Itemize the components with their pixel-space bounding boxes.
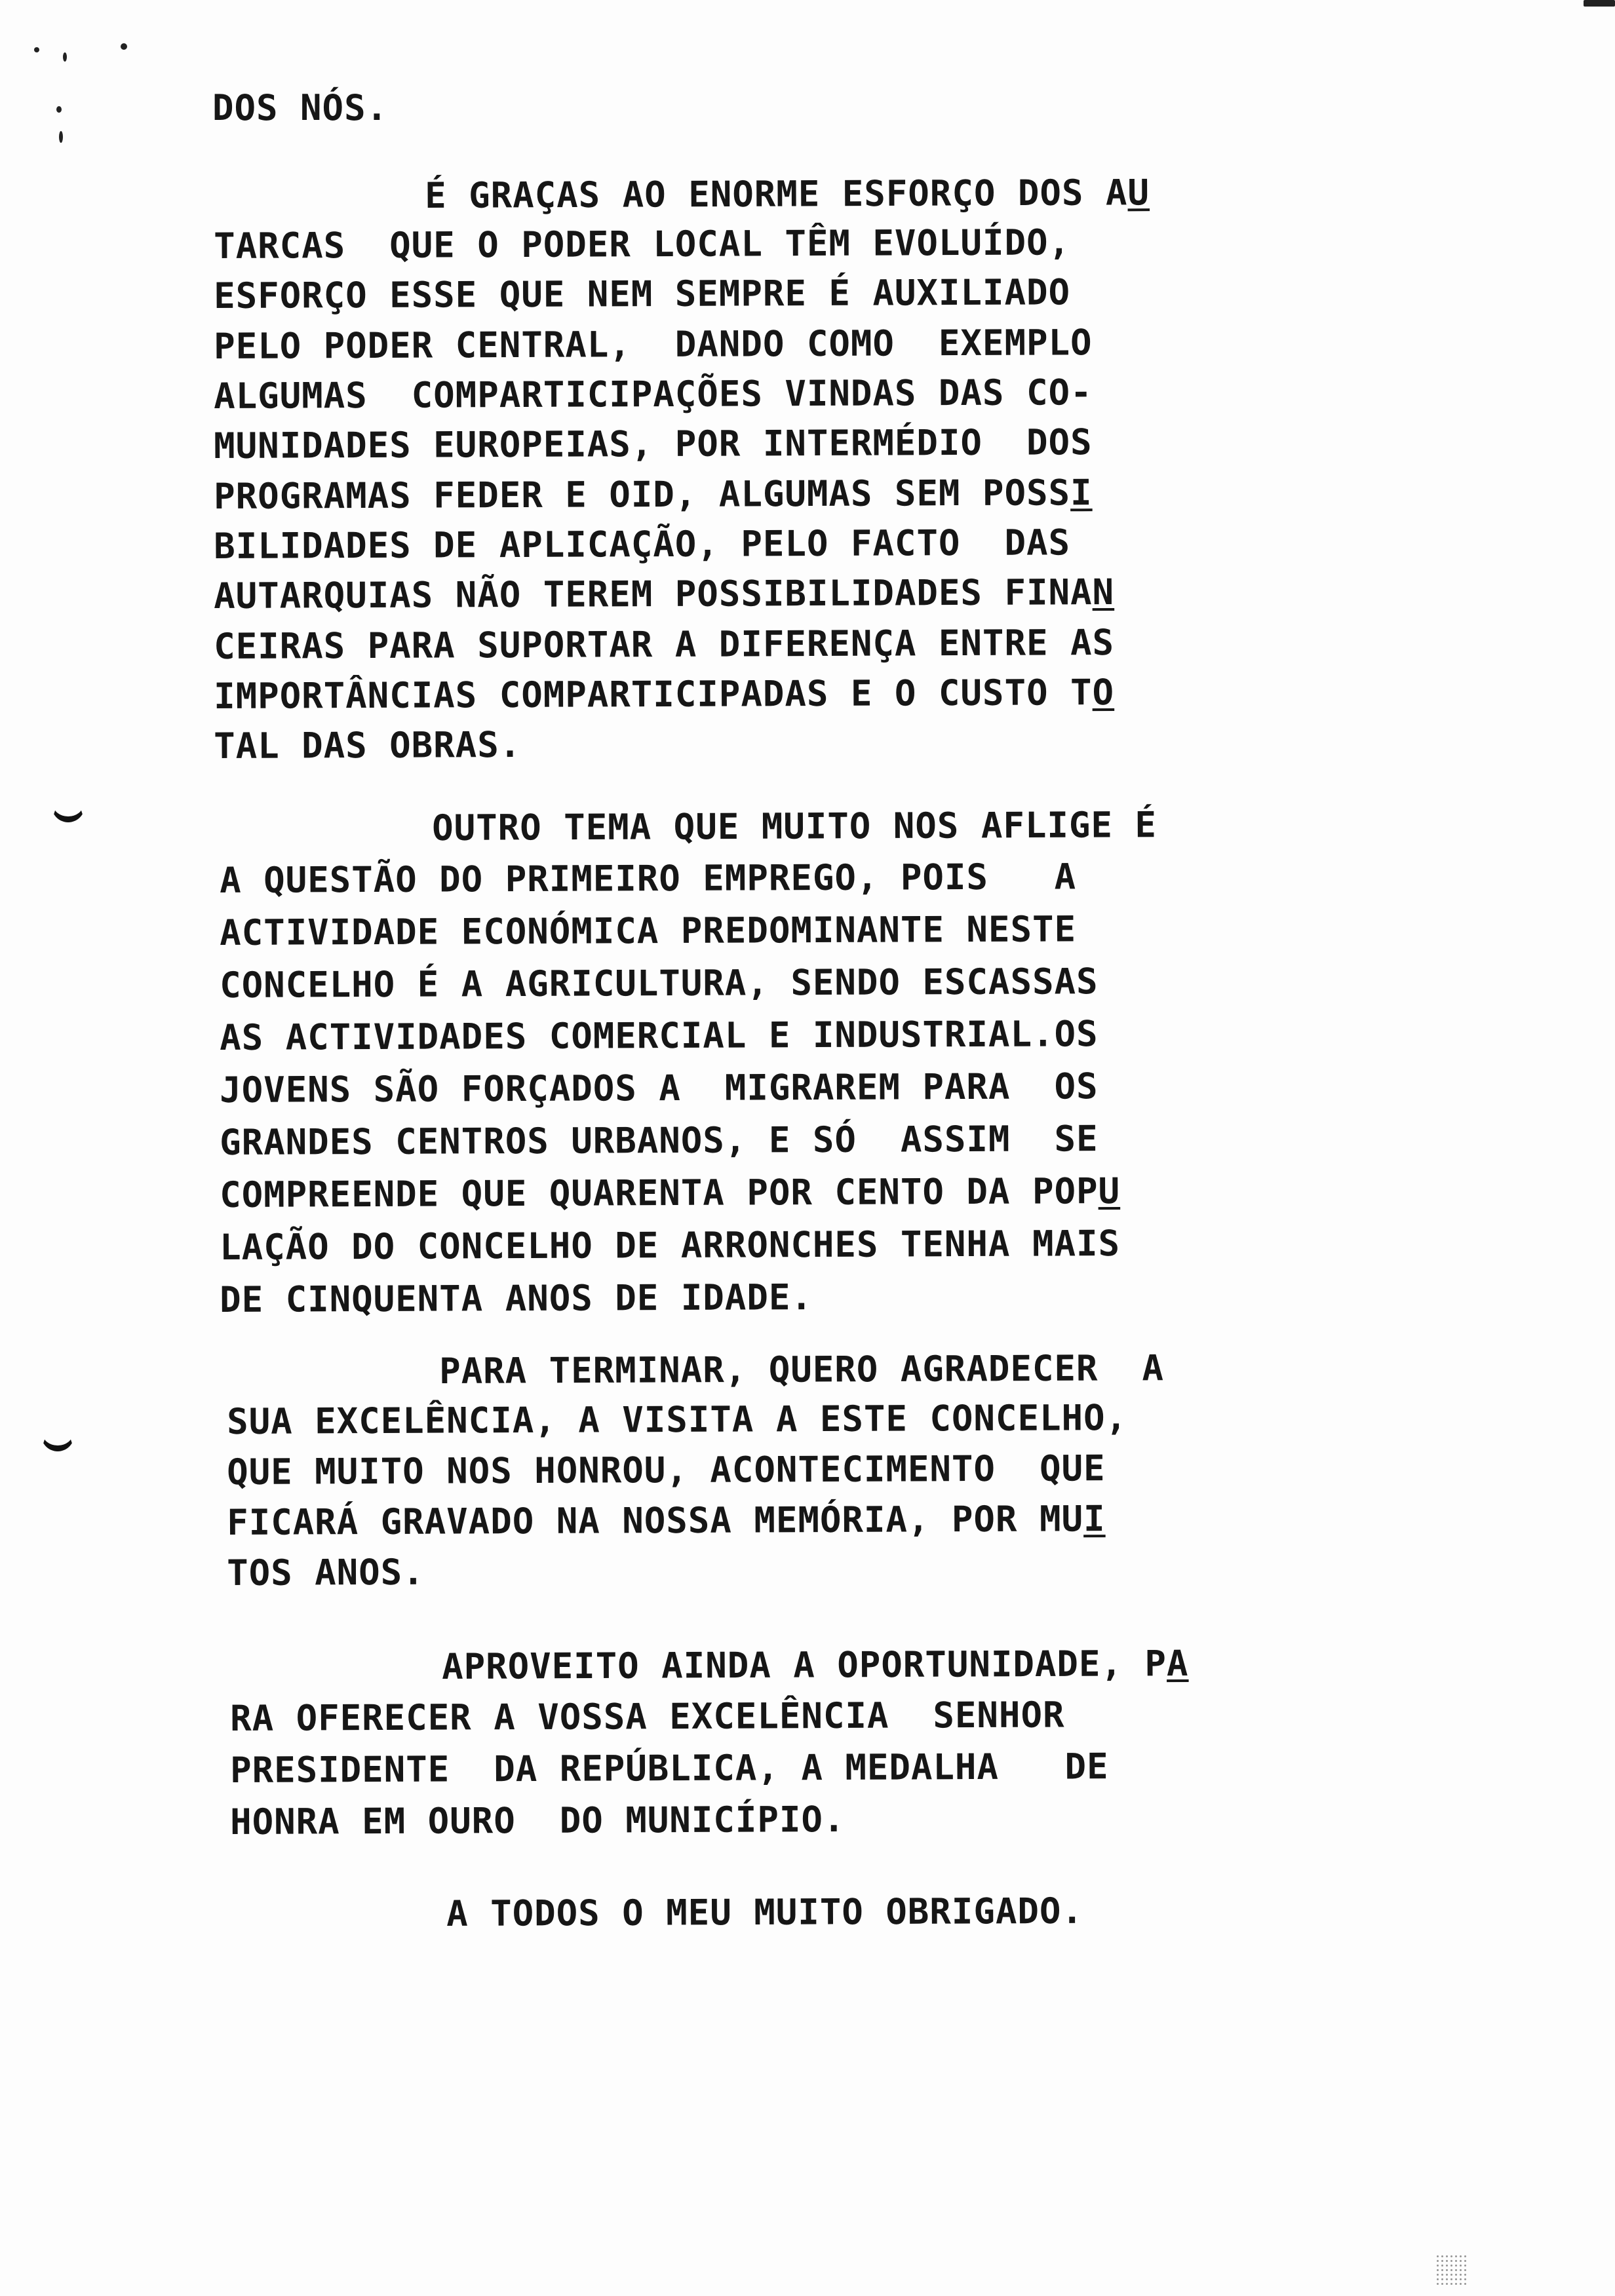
paragraph-1-line: ALGUMAS COMPARTICIPAÇÕES VINDAS DAS CO- [213,372,1093,417]
paragraph-1-line [424,172,1150,216]
paragraph-2-line: LAÇÃO DO CONCELHO DE ARRONCHES TENHA MAIS [219,1223,1121,1268]
scan-speck [1584,0,1615,7]
paragraph-1-line [213,472,1093,517]
paragraph-4-line [441,1643,1189,1687]
scan-speck [121,43,127,50]
line-text: FICARÁ GRAVADO NA NOSSA MEMÓRIA, POR MU [226,1498,1084,1543]
hyphenation-underline-letter: U [1098,1170,1121,1212]
paragraph-1-line: TARCAS QUE O PODER LOCAL TÊM EVOLUÍDO, [213,221,1071,267]
paragraph-1-line: BILIDADES DE APLICAÇÃO, PELO FACTO DAS [213,522,1071,567]
hyphenation-underline-letter: U [1127,172,1150,214]
hyphenation-underline-letter: O [1092,672,1115,714]
paragraph-2-line: A QUESTÃO DO PRIMEIRO EMPREGO, POIS A [219,856,1077,901]
line-text: PROGRAMAS FEDER E OID, ALGUMAS SEM POSS [213,472,1071,517]
scan-speck [34,47,39,52]
scan-speck [56,106,62,113]
paragraph-2-line: JOVENS SÃO FORÇADOS A MIGRAREM PARA OS [219,1065,1099,1111]
paragraph-2-line: AS ACTIVIDADES COMERCIAL E INDUSTRIAL.OS [219,1013,1099,1058]
line-text: AUTARQUIAS NÃO TEREM POSSIBILIDADES FINA [213,571,1093,617]
paragraph-1-line: CEIRAS PARA SUPORTAR A DIFERENÇA ENTRE AS [213,622,1115,667]
paragraph-3-line: PARA TERMINAR, QUERO AGRADECER A [438,1347,1165,1392]
paragraph-4-line: HONRA EM OURO DO MUNICÍPIO. [229,1798,846,1843]
hyphenation-underline-letter: I [1083,1498,1106,1540]
binder-hole-mark [41,1415,75,1451]
paragraph-2-line: ACTIVIDADE ECONÓMICA PREDOMINANTE NESTE [219,908,1077,953]
paragraph-4-line: PRESIDENTE DA REPÚBLICA, A MEDALHA DE [229,1746,1109,1791]
paragraph-1-line: MUNIDADES EUROPEIAS, POR INTERMÉDIO DOS [213,421,1093,467]
paragraph-2-line: OUTRO TEMA QUE MUITO NOS AFLIGE É [431,804,1158,849]
line-text: É GRAÇAS AO ENORME ESFORÇO DOS A [424,172,1128,216]
paragraph-3-line [226,1498,1106,1543]
line-text: COMPREENDE QUE QUARENTA POR CENTO DA POP [219,1170,1099,1215]
line-text: IMPORTÂNCIAS COMPARTICIPADAS E O CUSTO T [213,672,1093,717]
scan-noise [1435,2254,1467,2286]
opening-line: DOS NÓS. [212,87,389,128]
paragraph-2-line: DE CINQUENTA ANOS DE IDADE. [219,1276,813,1320]
paragraph-1-line: ESFORÇO ESSE QUE NEM SEMPRE É AUXILIADO [213,271,1071,316]
paragraph-4-line: RA OFERECER A VOSSA EXCELÊNCIA SENHOR [229,1694,1065,1739]
hyphenation-underline-letter: N [1092,571,1115,613]
scan-speck [59,131,63,143]
line-text: APROVEITO AINDA A OPORTUNIDADE, P [441,1643,1167,1687]
closing-line: A TODOS O MEU MUITO OBRIGADO. [446,1890,1084,1934]
paragraph-2-line: CONCELHO É A AGRICULTURA, SENDO ESCASSAS [219,961,1099,1006]
paragraph-1-line [213,672,1115,717]
paragraph-3-line: SUA EXCELÊNCIA, A VISITA A ESTE CONCELHO, [226,1397,1128,1442]
paragraph-3-line: TOS ANOS. [226,1551,425,1594]
binder-hole-mark [51,786,85,822]
paragraph-1-line: PELO PODER CENTRAL, DANDO COMO EXEMPLO [213,322,1093,367]
paragraph-2-line [219,1170,1121,1215]
paragraph-2-line: GRANDES CENTROS URBANOS, E SÓ ASSIM SE [219,1118,1099,1163]
paragraph-1-line [213,571,1115,617]
scan-speck [63,52,67,62]
hyphenation-underline-letter: I [1070,472,1093,514]
paragraph-3-line: QUE MUITO NOS HONROU, ACONTECIMENTO QUE [226,1447,1106,1493]
paragraph-1-line: TAL DAS OBRAS. [213,723,522,767]
hyphenation-underline-letter: A [1166,1643,1189,1685]
